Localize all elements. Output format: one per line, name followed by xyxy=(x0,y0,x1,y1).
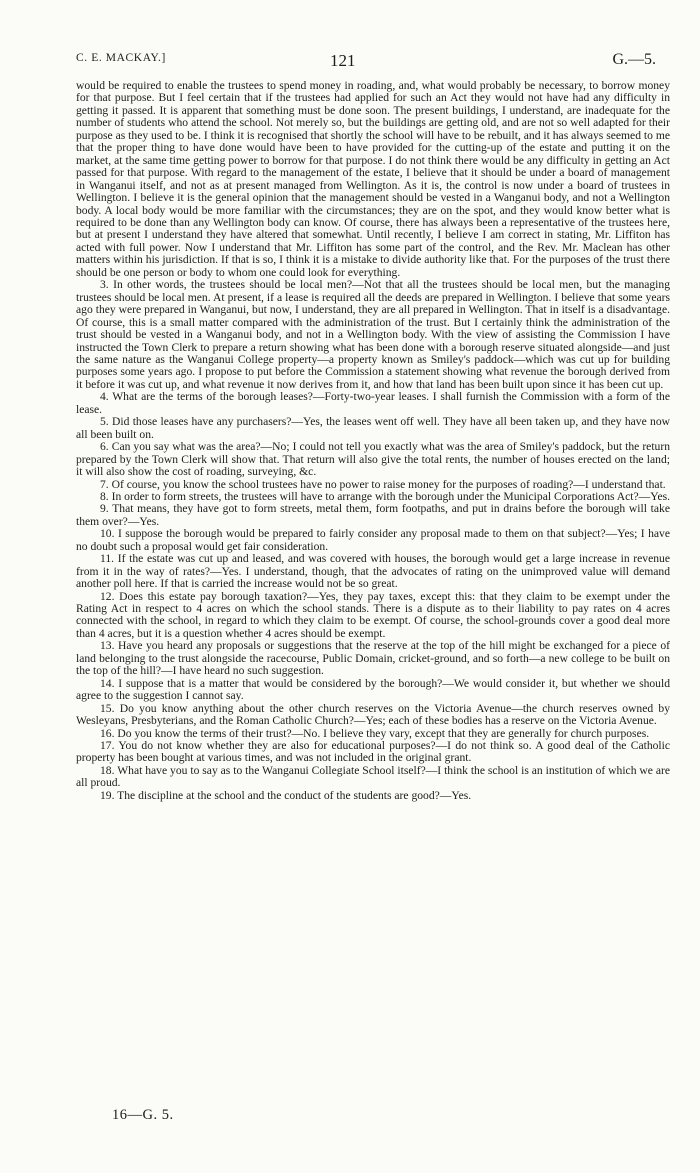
paragraph: 12. Does this estate pay borough taxation?—Yes, they pay taxes, except this: that they claim to be exempt under the Rating Act in respect to 4 acres on which the school stands. There is a dispute as to their liability to pay rates on 4 acres connected with the school, in regard to which they claim to be exempt. Of course, the school-grounds cover a good deal more than 4 acres, but it is a question whether 4 acres should be exempt. xyxy=(76,589,670,640)
document-code: G.—5. xyxy=(612,51,656,68)
sheet-signature: 16—G. 5. xyxy=(112,1107,174,1123)
paragraph: 8. In order to form streets, the trustees will have to arrange with the borough under the Municipal Corporations Act?—Yes. xyxy=(100,489,671,503)
witness-name: C. E. MACKAY.] xyxy=(76,52,166,64)
paragraph: 16. Do you know the terms of their trust?—No. I believe they vary, except that they are generally for church purposes. xyxy=(100,726,650,740)
page-number: 121 xyxy=(330,51,356,70)
paragraph: 19. The discipline at the school and the conduct of the students are good?—Yes. xyxy=(100,788,472,802)
paragraph: 4. What are the terms of the borough leases?—Forty-two-year leases. I shall furnish the Commission with a form of the lease. xyxy=(76,390,670,416)
paragraph: 10. I suppose the borough would be prepared to fairly consider any proposal made to them on that subject?—Yes; I have no doubt such a proposal would get fair consideration. xyxy=(76,527,670,553)
running-header xyxy=(76,52,672,72)
paragraph: 18. What have you to say as to the Wanganui Collegiate School itself?—I think the school is an institution of which we are all proud. xyxy=(76,763,670,790)
paragraph: 15. Do you know anything about the other church reserves on the Victoria Avenue—the church reserves owned by Wesleyans, Presbyterians, and the Roman Catholic Church?—Yes; each of these bodies has a reserve on the Victoria Avenue. xyxy=(76,701,670,728)
paragraph: 6. Can you say what was the area?—No; I could not tell you exactly what was the area of Smiley's paddock, but the return prepared by the Town Clerk will show that. That return will also give the total rents, the number of houses erected on the land; it will also show the cost of roading, surveying, &c. xyxy=(76,440,670,479)
paragraph: 11. If the estate was cut up and leased, and was covered with houses, the borough would get a large increase in revenue from it in the way of rates?—Yes. I understand, though, that the advocates of rating on the unimproved value will demand another poll here. If that is carried the increase would not be so great. xyxy=(76,552,670,591)
paragraph: 7. Of course, you know the school trustees have no power to raise money for the purposes of roading?—I understand that. xyxy=(100,477,666,491)
paragraph: 5. Did those leases have any purchasers?—Yes, the leases went off well. They have all been taken up, and they have now all been built on. xyxy=(76,415,670,441)
paragraph: 3. In other words, the trustees should be local men?—Not that all the trustees should be local men, but the managing trustees should be local men. At present, if a lease is required all the deeds are prepared in Wellington. I believe that some years ago they were prepared in Wanganui, but now, I understand, they are all prepared in Wellington. That in itself is a disadvantage. Of course, this is a small matter compared with the administration of the trust. But I certainly think the administration of the trust should be vested in a Wanganui body, and not in a Wellington body. With the view of assisting the Commission I have instructed the Town Clerk to prepare a return showing what has been done with a borough reserve situated alongside—and just the same nature as the Wanganui College property—a property known as Smiley's paddock—which was cut up for building purposes some years ago. I propose to put before the Commission a statement showing what revenue the borough derived from it before it was cut up, and what revenue it now derives from it, and how that land has been built upon since it has been cut up. xyxy=(76,278,670,391)
paragraph: 14. I suppose that is a matter that would be considered by the borough?—We would consider it, but whether we should agree to the suggestion I cannot say. xyxy=(76,676,670,703)
body-text xyxy=(76,80,670,802)
paragraph: would be required to enable the trustees to spend money in roading, and, what would probably be necessary, to borrow money for that purpose. But I feel certain that if the trustees had applied for such an Act they would not have had any difficulty in getting it passed. It is apparent that something must be done soon. The present buildings, I understand, are inadequate for the number of students who attend the school. Not merely so, but the buildings are getting old, and are not so well adapted for their purpose as they used to be. I think it is recognised that shortly the school will have to be rebuilt, and it has always seemed to me that the proper thing to have done would have been to have provided for the cutting-up of the estate and putting it on the market, at the same time getting power to borrow for that purpose. I do not think there would be any difficulty in getting an Act passed for that purpose. With regard to the management of the estate, I believe that it should be under a board of management in Wanganui itself, and not as at present managed from Wellington. As it is, the control is now under a board of trustees in Wellington. I believe it is the general opinion that the management should be vested in a Wanganui body, and not a Wellington body. A local body would be more familiar with the circumstances; they are on the spot, and they would know better what is required to be done than any Wellington body can know. Of course, there has always been a representative of the trustees here, but at present I understand they have altered that somewhat. Until recently, I believe I am correct in stating, Mr. Liffiton has acted with full power. Now I understand that Mr. Liffiton has some part of the control, and the Rev. Mr. Maclean has other matters within his jurisdiction. If that is so, I think it is a mistake to divide authority like that. For the purposes of the trust there should be one person or body to whom one could look for everything. xyxy=(76,79,670,279)
paragraph: 9. That means, they have got to form streets, metal them, form footpaths, and put in drains before the borough will take them over?—Yes. xyxy=(76,502,670,528)
paragraph: 13. Have you heard any proposals or suggestions that the reserve at the top of the hill might be exchanged for a piece of land belonging to the trust alongside the racecourse, Public Domain, cricket-ground, and so forth—a new college to be built on the top of the hill?—I have heard no such suggestion. xyxy=(76,639,670,678)
paragraph: 17. You do not know whether they are also for educational purposes?—I do not think so. A good deal of the Catholic property has been bought at various times, and was not included in the original grant. xyxy=(76,739,670,765)
